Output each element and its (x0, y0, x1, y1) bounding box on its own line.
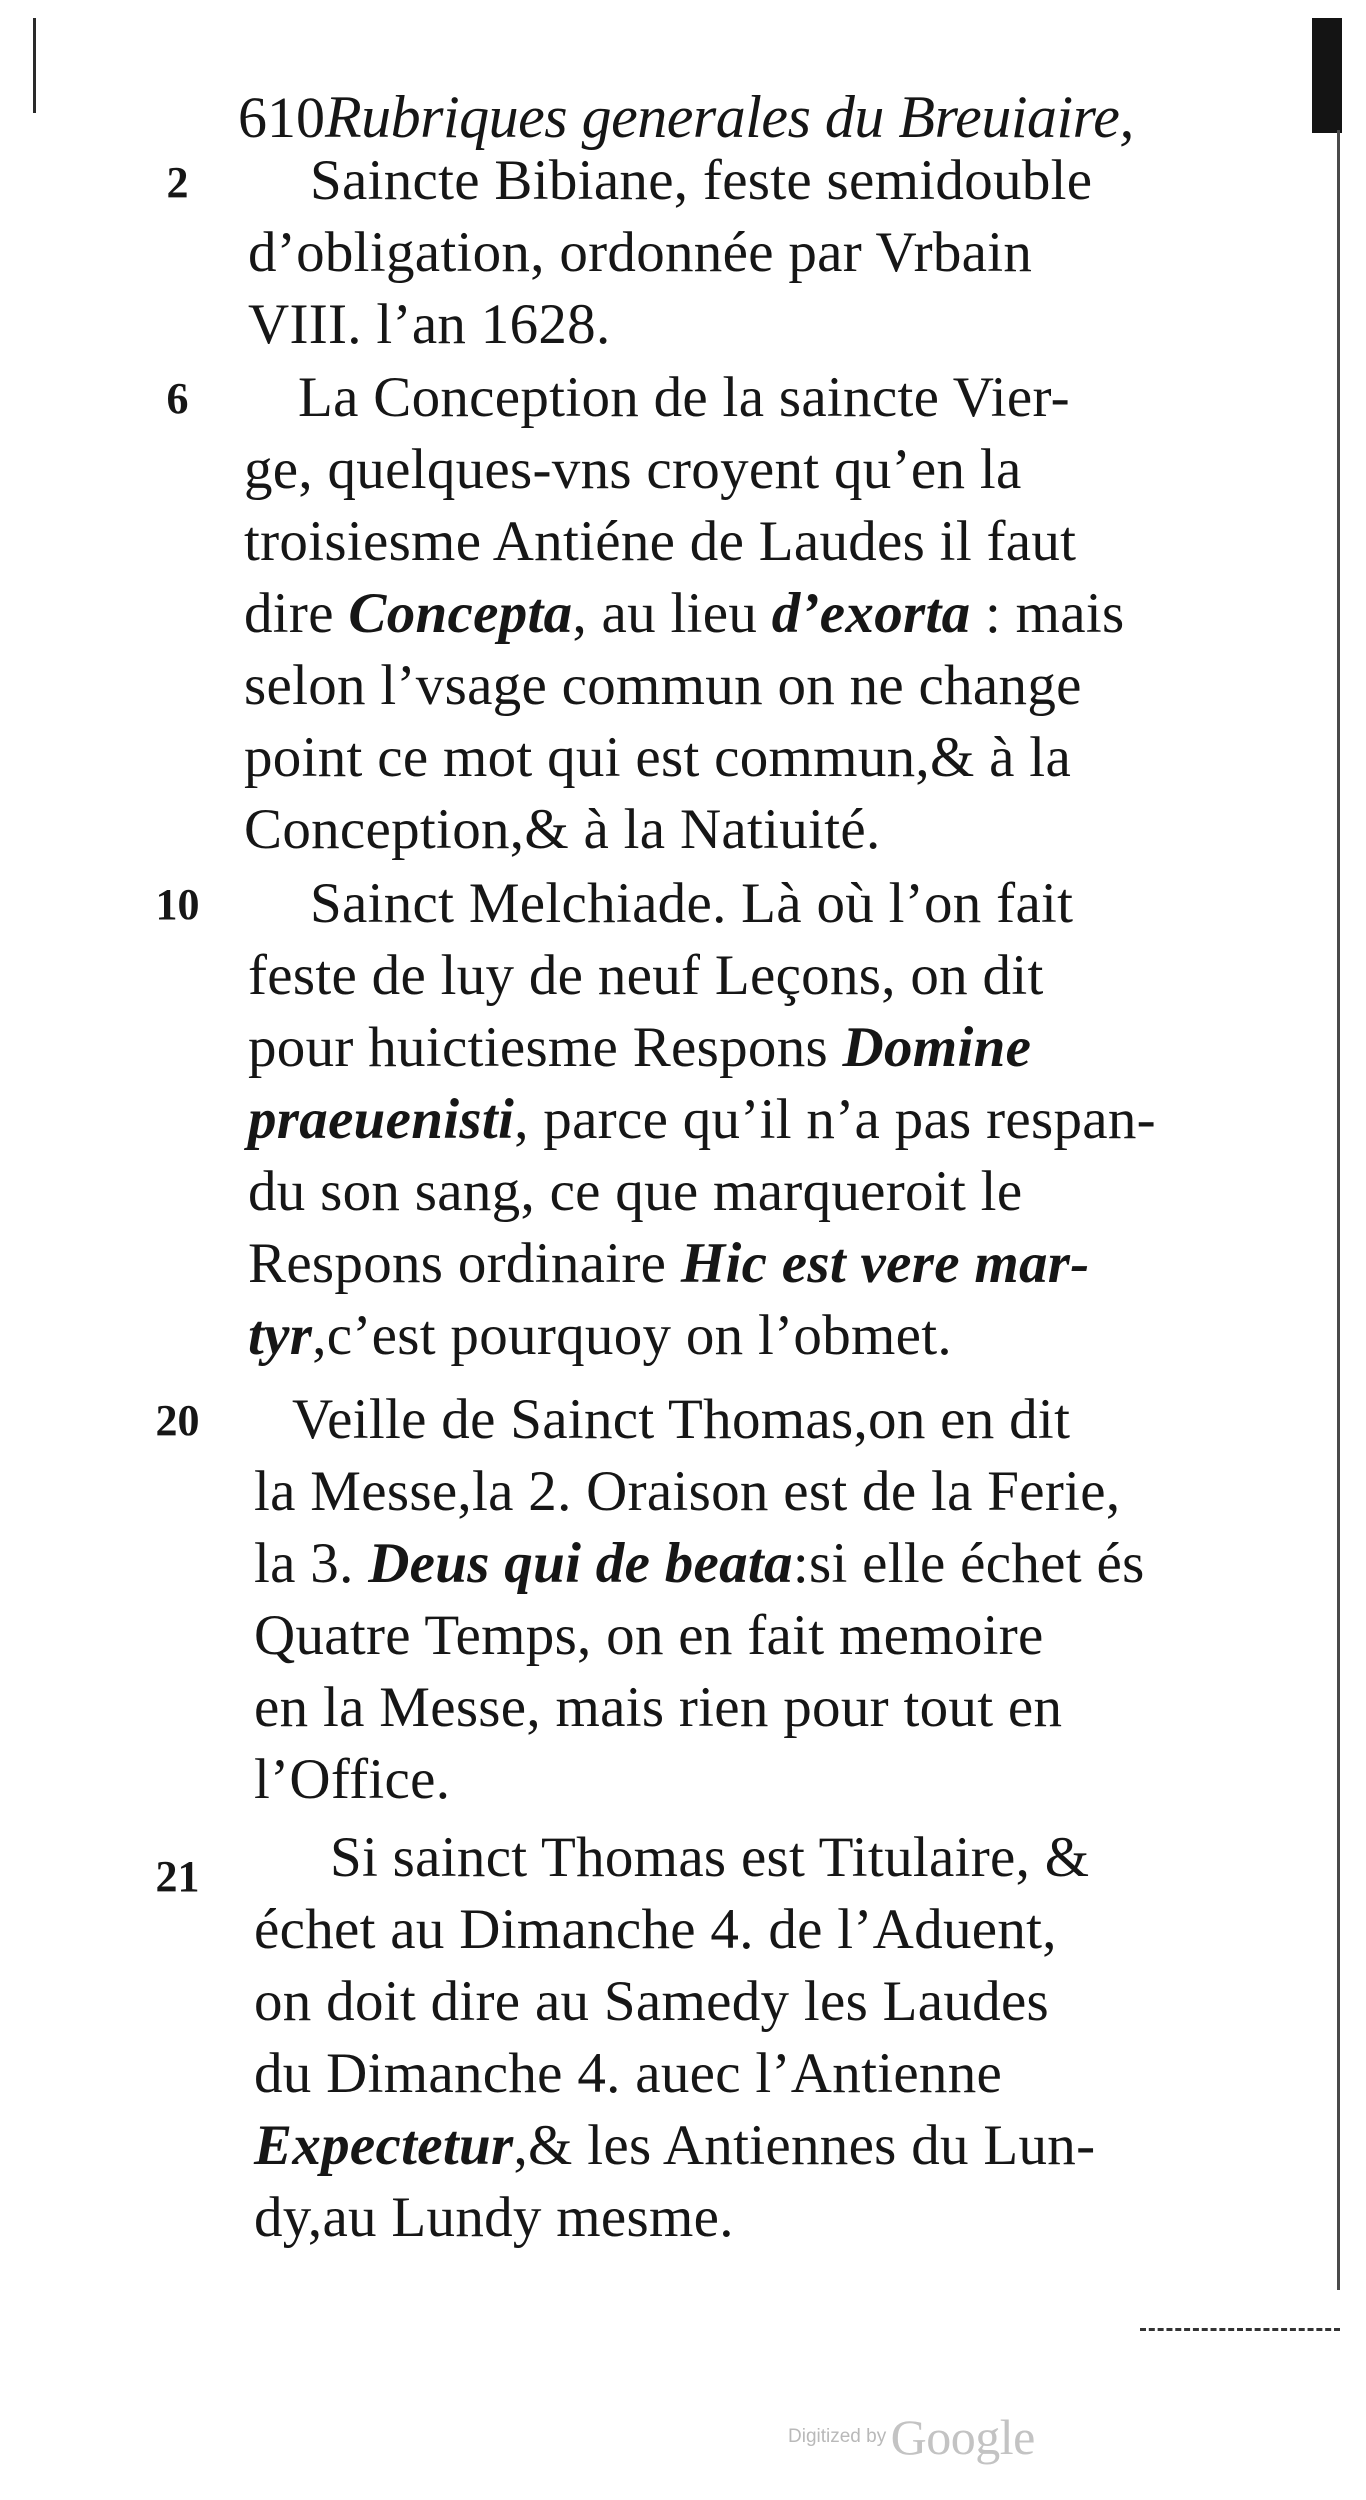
text-line (254, 1894, 1057, 1966)
running-header-title: Rubriques generales du Breuiaire, (325, 84, 1134, 150)
text-run: VIII. l’an 1628. (248, 293, 611, 356)
italic-text-run: Deus qui de beata (368, 1532, 793, 1595)
day-number: 2 (166, 158, 189, 207)
text-run: : mais (970, 582, 1125, 645)
text-line (254, 2038, 1002, 2110)
text-run: :si elle échet és (792, 1532, 1145, 1595)
text-run: Veille de Sainct Thomas,on en dit (292, 1388, 1071, 1451)
text-line (244, 722, 1071, 794)
text-run: du Dimanche 4. auec l’Antienne (254, 2042, 1003, 2105)
text-line (248, 1012, 1031, 1084)
text-run: , parce qu’il n’a pas respan- (514, 1088, 1156, 1151)
watermark-prefix: Digitized by (788, 2426, 887, 2447)
italic-text-run: Concepta (348, 582, 573, 645)
text-run: échet au Dimanche 4. de l’Aduent, (254, 1898, 1057, 1961)
page-number: 610 (238, 85, 325, 150)
text-line (254, 1456, 1120, 1528)
scan-dash-mark-bottom (1140, 2328, 1340, 2334)
text-run: , au lieu (572, 582, 772, 645)
google-logo: Google (890, 2409, 1035, 2465)
running-header (238, 82, 1258, 153)
scan-edge-mark-right (1312, 18, 1342, 133)
text-run: point ce mot qui est commun,& à la (244, 726, 1072, 789)
italic-text-run: Domine (842, 1016, 1032, 1079)
text-line (254, 1966, 1049, 2038)
day-number: 6 (166, 374, 189, 423)
text-run: la Messe,la 2. Oraison est de la Ferie, (254, 1460, 1121, 1523)
text-run: du son sang, ce que marqueroit le (248, 1160, 1023, 1223)
text-run: la 3. (254, 1532, 369, 1595)
italic-text-run: praeuenisti (248, 1088, 515, 1151)
text-line (248, 1228, 1090, 1300)
text-run: Saincte Bibiane, feste semidouble (310, 149, 1093, 212)
text-line (248, 940, 1044, 1012)
text-line (248, 289, 611, 361)
text-line (292, 1384, 1070, 1456)
scan-margin-line-right (1337, 130, 1340, 2290)
text-line (254, 2182, 734, 2254)
text-run: Conception,& à la Natiuité. (244, 798, 881, 861)
text-line (310, 145, 1092, 217)
text-line (248, 1156, 1022, 1228)
text-run: Respons ordinaire (248, 1232, 681, 1295)
text-run: Sainct Melchiade. Là où l’on fait (310, 872, 1074, 935)
text-run: pour huictiesme Respons (248, 1016, 843, 1079)
text-run: on doit dire au Samedy les Laudes (254, 1970, 1050, 2033)
day-number: 10 (155, 880, 200, 929)
text-run: La Conception de la saincte Vier- (298, 366, 1070, 429)
text-line (254, 2110, 1095, 2182)
digitized-by-google-watermark (788, 2408, 1035, 2466)
text-line (254, 1528, 1145, 1600)
text-line (244, 578, 1125, 650)
italic-text-run: tyr (248, 1304, 313, 1367)
italic-text-run: Hic est vere mar- (680, 1232, 1090, 1295)
scan-edge-mark-left (33, 18, 36, 113)
text-line (244, 650, 1082, 722)
text-run: dire (244, 582, 349, 645)
text-line (244, 794, 881, 866)
text-line (310, 868, 1073, 940)
text-line (248, 1084, 1156, 1156)
text-run: Si sainct Thomas est Titulaire, & (330, 1826, 1090, 1889)
text-line (298, 362, 1070, 434)
text-line (330, 1822, 1089, 1894)
text-run: en la Messe, mais rien pour tout en (254, 1676, 1063, 1739)
text-line (254, 1600, 1044, 1672)
text-run: Quatre Temps, on en fait memoire (254, 1604, 1044, 1667)
text-run: feste de luy de neuf Leçons, on dit (248, 944, 1044, 1007)
italic-text-run: Expectetur (254, 2114, 514, 2177)
text-line (244, 506, 1076, 578)
text-run: dy,au Lundy mesme. (254, 2186, 734, 2249)
text-run: ge, quelques-vns croyent qu’en la (244, 438, 1022, 501)
italic-text-run: d’exorta (771, 582, 971, 645)
text-run: selon l’vsage commun on ne change (244, 654, 1082, 717)
text-run: troisiesme Antiéne de Laudes il faut (244, 510, 1077, 573)
text-line (254, 1672, 1062, 1744)
text-line (254, 1744, 450, 1816)
text-run: d’obligation, ordonnée par Vrbain (248, 221, 1033, 284)
text-line (248, 1300, 952, 1372)
text-line (244, 434, 1022, 506)
text-run: ,c’est pourquoy on l’obmet. (312, 1304, 952, 1367)
text-run: l’Office. (254, 1748, 451, 1811)
day-number: 21 (155, 1852, 200, 1901)
day-number: 20 (155, 1396, 200, 1445)
text-line (248, 217, 1032, 289)
text-run: ,& les Antiennes du Lun- (513, 2114, 1096, 2177)
